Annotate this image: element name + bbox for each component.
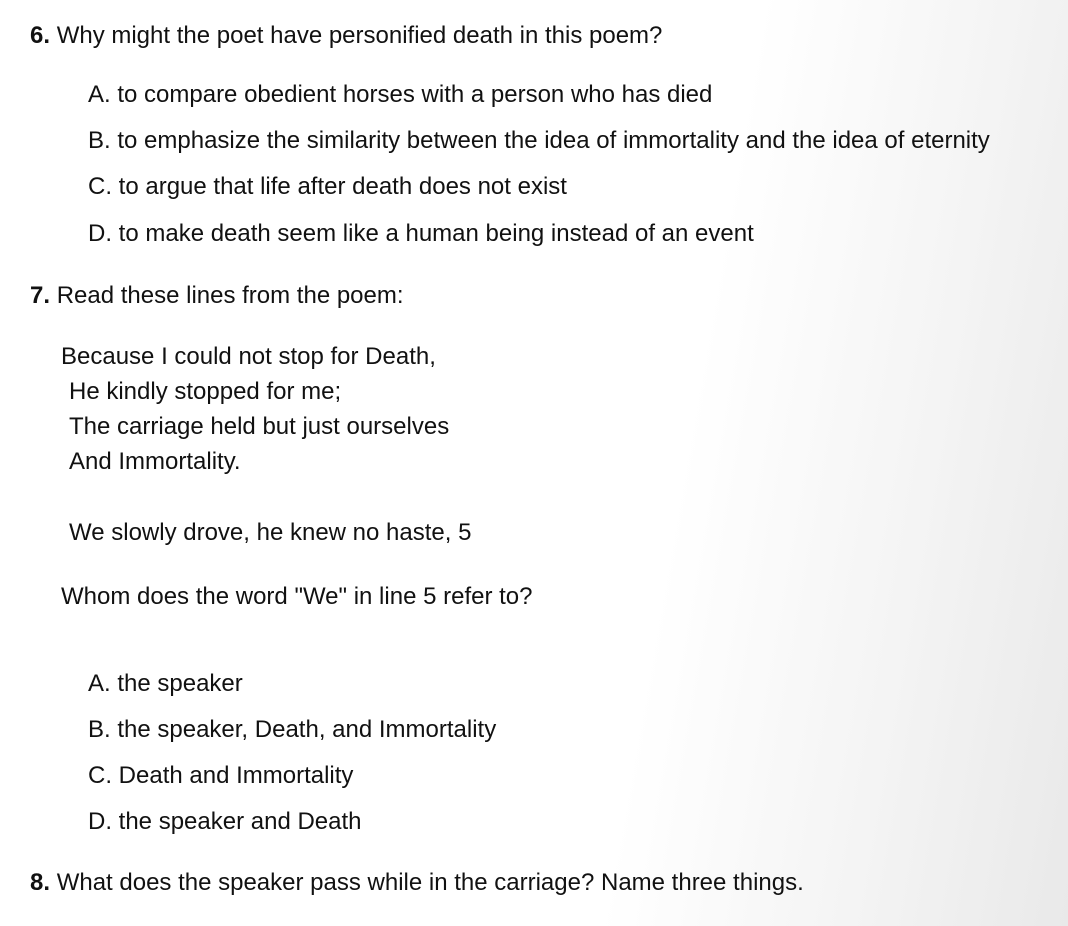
question-number: 7.	[30, 282, 51, 309]
answer-option: A. to compare obedient horses with a person who has died	[88, 81, 713, 108]
answer-option: D. to make death seem like a human being instead of an event	[88, 220, 754, 247]
poem-line: The carriage held but just ourselves	[69, 413, 450, 440]
question-prompt: Why might the poet have personified death in this poem?	[56, 22, 663, 49]
question-7	[30, 281, 404, 311]
question-6	[30, 21, 662, 51]
question-number: 6.	[30, 22, 51, 49]
answer-option: C. Death and Immortality	[88, 762, 354, 789]
question-sub-prompt: Whom does the word "We" in line 5 refer to?	[61, 583, 533, 610]
question-prompt: What does the speaker pass while in the carriage? Name three things.	[56, 869, 804, 896]
poem-line: And Immortality.	[69, 448, 241, 475]
question-prompt: Read these lines from the poem:	[56, 282, 404, 309]
poem-line: Because I could not stop for Death,	[61, 343, 436, 370]
answer-option: A. the speaker	[88, 670, 243, 697]
answer-option: B. to emphasize the similarity between the idea of immortality and the idea of eternity	[88, 127, 990, 154]
poem-line: We slowly drove, he knew no haste, 5	[69, 519, 472, 546]
question-8	[30, 868, 804, 898]
answer-option: B. the speaker, Death, and Immortality	[88, 716, 497, 743]
poem-line: He kindly stopped for me;	[69, 378, 342, 405]
answer-option: C. to argue that life after death does not exist	[88, 173, 567, 200]
answer-option: D. the speaker and Death	[88, 808, 362, 835]
question-number: 8.	[30, 869, 51, 896]
